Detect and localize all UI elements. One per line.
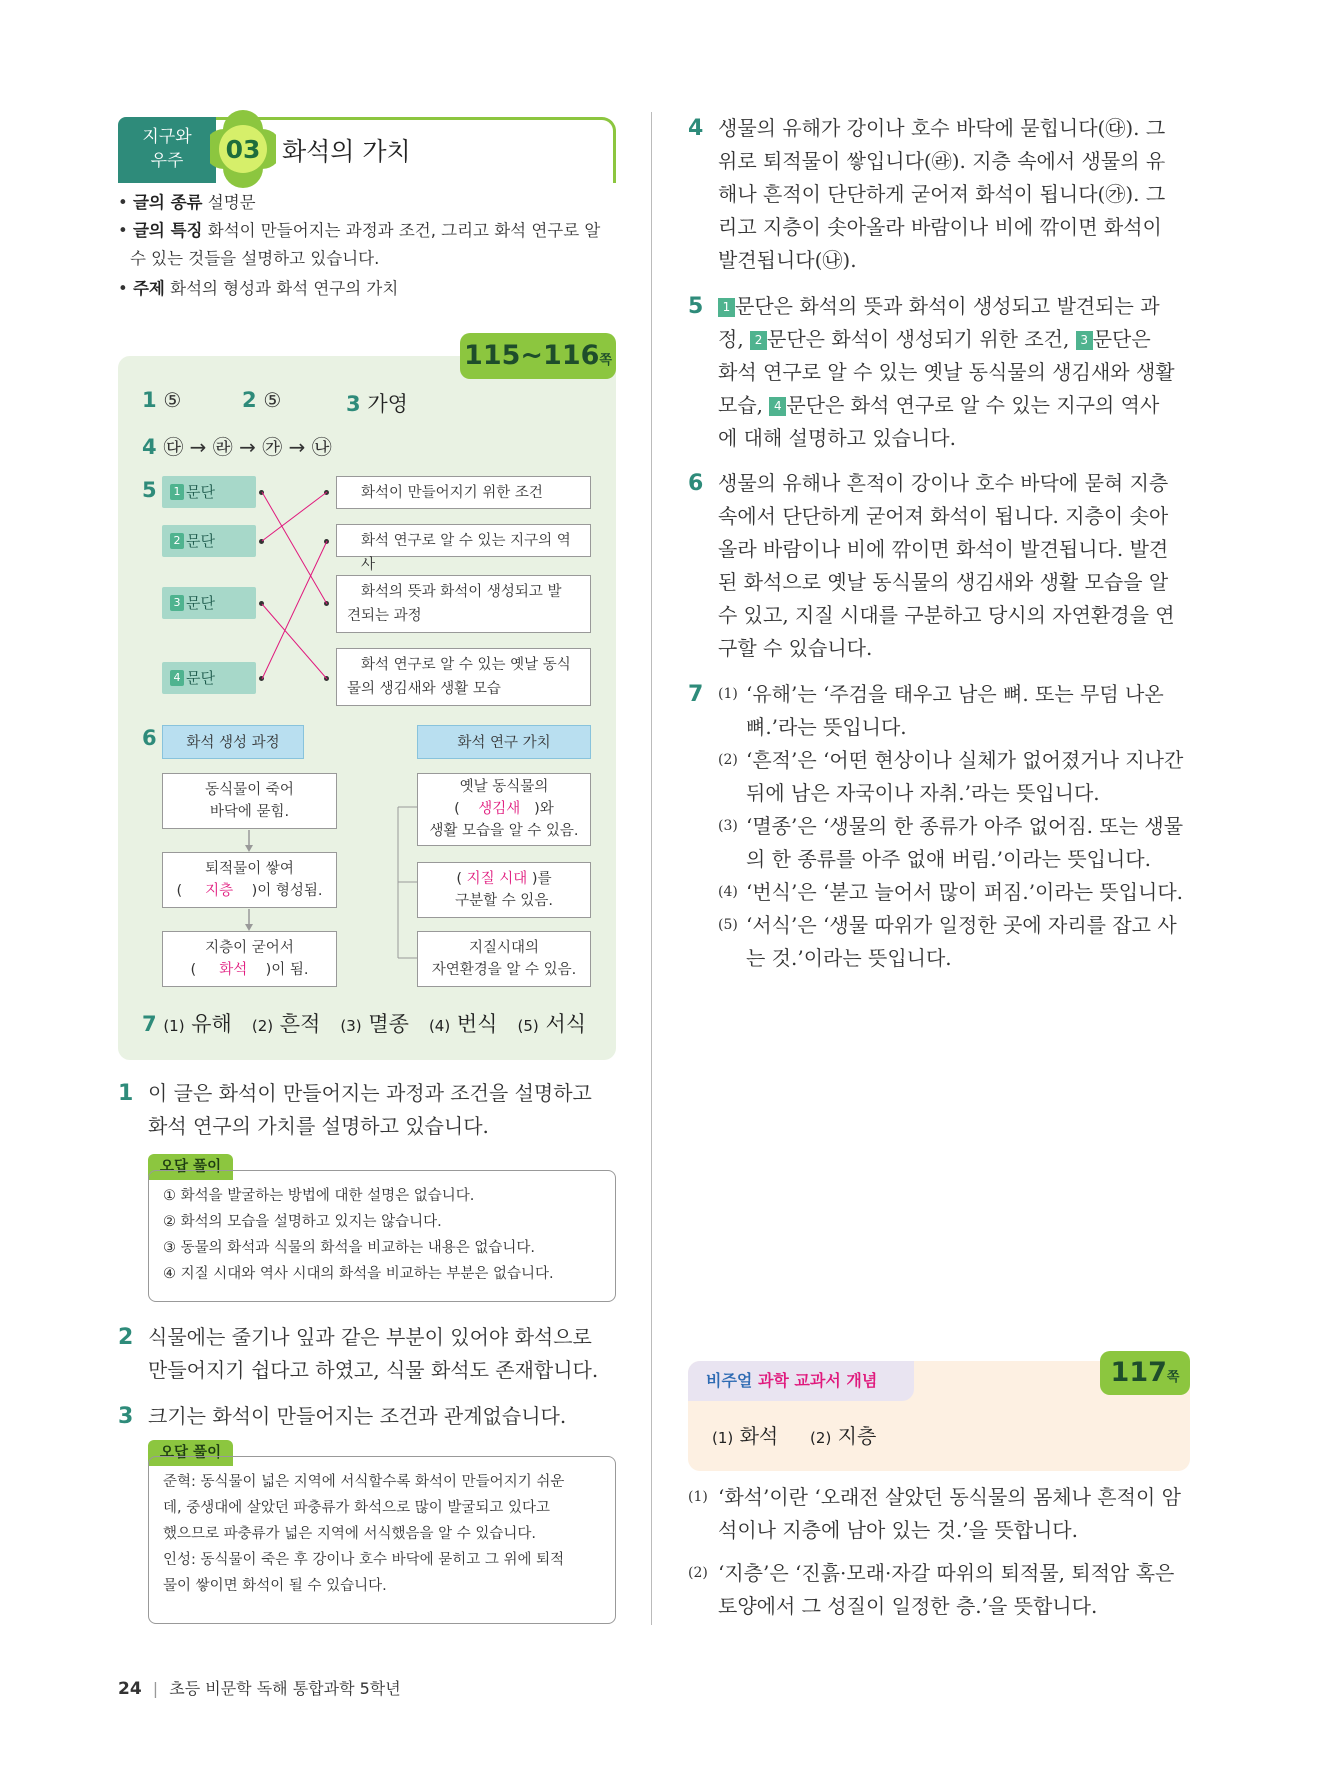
info-theme: • 주제 화석의 형성과 화석 연구의 가치 bbox=[118, 279, 399, 298]
explanation-5 bbox=[688, 290, 1194, 455]
definition-line: 는 것.’이라는 뜻입니다. bbox=[746, 946, 952, 970]
wrong-answer-line: 물이 쌓이면 화석이 될 수 있습니다. bbox=[163, 1578, 387, 1594]
visual-page-tag bbox=[1100, 1351, 1190, 1395]
sub-number: (1) bbox=[712, 1429, 734, 1447]
answer-blank: 지층 bbox=[205, 883, 234, 899]
explanation-number: 7 bbox=[688, 682, 704, 707]
step-line: )이 형성됨. bbox=[251, 883, 323, 899]
explanation-4 bbox=[688, 112, 1194, 277]
process-step-2 bbox=[162, 852, 337, 908]
page-unit: 쪽 bbox=[599, 353, 612, 368]
definition-line: 석이나 지층에 남아 있는 것.’을 뜻합니다. bbox=[718, 1518, 1078, 1542]
answer-blank: 지질 시대 bbox=[466, 871, 528, 887]
wrong-answer-line: 인성: 동식물이 죽은 후 강이나 호수 바닥에 묻히고 그 위에 퇴적 bbox=[163, 1552, 565, 1568]
explanation-number: 6 bbox=[688, 471, 704, 496]
explanation-6 bbox=[688, 467, 1194, 665]
wrong-answer-line: ② 화석의 모습을 설명하고 있지는 않습니다. bbox=[163, 1214, 442, 1230]
target-line: 견되는 과정 bbox=[347, 608, 422, 624]
q-number: 4 bbox=[142, 435, 157, 459]
value-line: 생활 모습을 알 수 있음. bbox=[429, 823, 579, 839]
sub-number: (5) bbox=[517, 1017, 539, 1035]
sub-number: (2) bbox=[251, 1017, 274, 1035]
definition-line: ‘번식’은 ‘붇고 늘어서 많이 퍼짐.’이라는 뜻입니다. bbox=[746, 880, 1184, 904]
paren: ( bbox=[454, 801, 460, 817]
match-target-2: 화석 연구로 알 수 있는 지구의 역사 bbox=[336, 524, 591, 557]
process-step-3 bbox=[162, 931, 337, 987]
explanation-line: 리고 지층이 솟아올라 바람이나 비에 깎이면 화석이 bbox=[718, 215, 1162, 239]
value-box-2 bbox=[417, 862, 591, 918]
match-target-4 bbox=[336, 648, 591, 706]
explanation-2 bbox=[118, 1321, 618, 1387]
flow-header-value: 화석 연구 가치 bbox=[417, 725, 591, 759]
sub-number: (4) bbox=[428, 1017, 451, 1035]
explanation-line: 문단은 화석의 뜻과 화석이 생성되고 발견되는 과 bbox=[735, 294, 1160, 318]
sub-number: (2) bbox=[810, 1429, 832, 1447]
definition-line: ‘서식’은 ‘생물 따위가 일정한 곳에 자리를 잡고 사 bbox=[746, 913, 1177, 937]
definition-line: 뼈.’라는 뜻입니다. bbox=[746, 715, 907, 739]
answer-value: ㉰ → ㉱ → ㉮ → ㉯ bbox=[163, 435, 332, 459]
value-line: )를 bbox=[531, 871, 552, 887]
page-unit: 쪽 bbox=[1166, 1370, 1180, 1385]
paren: ( bbox=[176, 883, 183, 899]
answer-q7 bbox=[142, 1008, 586, 1038]
explanation-line: 만들어지기 쉽다고 하였고, 식물 화석도 존재합니다. bbox=[148, 1358, 599, 1382]
visual-explanation-1 bbox=[688, 1481, 1194, 1547]
value-box-1 bbox=[417, 773, 591, 846]
q-number: 7 bbox=[142, 1012, 157, 1036]
answer-blank: 화석 bbox=[219, 962, 248, 978]
paragraph-badge: 2 bbox=[750, 331, 767, 350]
target-line: 물의 생김새와 생활 모습 bbox=[347, 681, 501, 697]
value-line: 구분할 수 있음. bbox=[455, 893, 553, 909]
paragraph-chip-4 bbox=[162, 662, 256, 694]
definition-line: ‘흔적’은 ‘어떤 현상이나 실체가 없어졌거나 지나간 bbox=[746, 748, 1184, 772]
explanation-line: 화석 연구로 알 수 있는 옛날 동식물의 생김새와 생활 bbox=[718, 360, 1175, 384]
step-line: )이 됨. bbox=[265, 962, 309, 978]
definition-line: ‘화석’이란 ‘오래전 살았던 동식물의 몸체나 흔적이 암 bbox=[718, 1485, 1181, 1509]
unit-line-2: 우주 bbox=[150, 151, 184, 171]
match-dot bbox=[324, 676, 329, 681]
chip-label: 문단 bbox=[186, 594, 215, 612]
chip-label: 문단 bbox=[186, 532, 215, 550]
answer-q4 bbox=[142, 431, 332, 460]
explanation-number: 3 bbox=[118, 1404, 134, 1429]
explanation-line: 구할 수 있습니다. bbox=[718, 636, 873, 660]
answer-value: ⑤ bbox=[263, 388, 282, 412]
wrong-answer-line: 했으므로 파충류가 넓은 지역에 서식했음을 알 수 있습니다. bbox=[163, 1526, 537, 1542]
q-number: 6 bbox=[142, 726, 157, 750]
explanation-3 bbox=[118, 1400, 618, 1433]
lesson-number: 03 bbox=[225, 135, 261, 164]
match-dot bbox=[324, 490, 329, 495]
sub-number: (2) bbox=[718, 752, 738, 768]
explanation-line: 생물의 유해가 강이나 호수 바닥에 묻힙니다(㉰). 그 bbox=[718, 116, 1166, 140]
info-label: 글의 종류 bbox=[132, 193, 203, 212]
chip-number: 1 bbox=[170, 484, 184, 500]
info-text: 화석이 만들어지는 과정과 조건, 그리고 화석 연구로 알 bbox=[207, 221, 601, 240]
q-number: 2 bbox=[242, 388, 257, 412]
info-text: 설명문 bbox=[207, 193, 256, 212]
match-target-3 bbox=[336, 575, 591, 633]
sub-number: (1) bbox=[718, 686, 738, 702]
explanation-line: 속에서 단단하게 굳어져 화석이 됩니다. 지층이 솟아 bbox=[718, 504, 1169, 528]
explanation-line: 해나 흔적이 단단하게 굳어져 화석이 됩니다(㉮). 그 bbox=[718, 182, 1166, 206]
value-line: 옛날 동식물의 bbox=[459, 779, 549, 795]
visual-concept-header bbox=[688, 1361, 914, 1401]
answer-q2 bbox=[242, 388, 281, 412]
paren: ( bbox=[190, 962, 197, 978]
explanation-line: 된 화석으로 옛날 동식물의 생김새와 생활 모습을 알 bbox=[718, 570, 1169, 594]
explanation-number: 5 bbox=[688, 294, 704, 319]
sub-number: (1) bbox=[688, 1489, 708, 1505]
explanation-line: 모습, bbox=[718, 393, 763, 417]
paragraph-chip-2 bbox=[162, 525, 256, 557]
lesson-number-badge bbox=[210, 108, 276, 190]
paragraph-badge: 1 bbox=[718, 298, 735, 317]
paragraph-chip-1 bbox=[162, 476, 256, 508]
chip-number: 4 bbox=[170, 670, 184, 686]
explanation-line: 생물의 유해나 흔적이 강이나 호수 바닥에 묻혀 지층 bbox=[718, 471, 1169, 495]
q-number: 1 bbox=[142, 388, 157, 412]
page-footer bbox=[118, 1676, 401, 1699]
target-line: 화석의 뜻과 화석이 생성되고 발 bbox=[361, 584, 562, 600]
process-step-1 bbox=[162, 773, 337, 829]
step-line: 바닥에 묻힘. bbox=[209, 804, 290, 820]
explanation-line: 이 글은 화석이 만들어지는 과정과 조건을 설명하고 bbox=[148, 1081, 592, 1105]
sub-number: (3) bbox=[718, 818, 738, 834]
wrong-answer-line: ③ 동물의 화석과 식물의 화석을 비교하는 내용은 없습니다. bbox=[163, 1240, 536, 1256]
explanation-7 bbox=[688, 678, 1194, 975]
explanation-number: 1 bbox=[118, 1081, 134, 1106]
explanation-line: 에 대해 설명하고 있습니다. bbox=[718, 426, 956, 450]
definition-1 bbox=[718, 678, 1194, 744]
answer-q1 bbox=[142, 388, 181, 412]
footer-separator: | bbox=[152, 1679, 159, 1698]
page-range: 115~116 bbox=[464, 340, 600, 371]
answer-value: 가영 bbox=[367, 392, 408, 416]
chip-number: 3 bbox=[170, 595, 184, 611]
page-number: 117 bbox=[1110, 1357, 1167, 1388]
answer-value: 번식 bbox=[456, 1012, 498, 1036]
chip-label: 문단 bbox=[186, 483, 215, 501]
explanation-number: 2 bbox=[118, 1325, 134, 1350]
unit-label bbox=[118, 117, 216, 183]
step-line: 동식물이 죽어 bbox=[205, 782, 294, 798]
explanation-line: 문단은 화석 연구로 알 수 있는 지구의 역사 bbox=[786, 393, 1160, 417]
definition-4 bbox=[718, 876, 1194, 909]
explanation-line: 위로 퇴적물이 쌓입니다(㉱). 지층 속에서 생물의 유 bbox=[718, 149, 1166, 173]
definition-line: ‘멸종’은 ‘생물의 한 종류가 아주 없어짐. 또는 생물 bbox=[746, 814, 1184, 838]
wrong-answer-box-1 bbox=[148, 1170, 616, 1302]
answer-value: 지층 bbox=[837, 1424, 877, 1448]
q-number: 5 bbox=[142, 478, 157, 502]
chip-label: 문단 bbox=[186, 669, 215, 687]
explanation-line: 문단은 bbox=[1092, 327, 1151, 351]
answer-q3 bbox=[346, 388, 408, 418]
explanation-line: 수 있고, 지질 시대를 구분하고 당시의 자연환경을 연 bbox=[718, 603, 1175, 627]
wrong-answer-line: 준혁: 동식물이 넓은 지역에 서식할수록 화석이 만들어지기 쉬운 bbox=[163, 1474, 565, 1490]
wrong-answer-line: 데, 중생대에 살았던 파충류가 화석으로 많이 발굴되고 있다고 bbox=[163, 1500, 551, 1516]
match-target-1: 화석이 만들어지기 위한 조건 bbox=[336, 476, 591, 509]
wrong-answer-line: ① 화석을 발굴하는 방법에 대한 설명은 없습니다. bbox=[163, 1188, 475, 1204]
explanation-line: 크기는 화석이 만들어지는 조건과 관계없습니다. bbox=[148, 1404, 567, 1428]
definition-line: 뒤에 남은 자국이나 자취.’라는 뜻입니다. bbox=[746, 781, 1100, 805]
match-dot bbox=[259, 539, 264, 544]
definition-2 bbox=[718, 744, 1194, 810]
explanation-number: 4 bbox=[688, 116, 704, 141]
visual-explanation-2 bbox=[688, 1557, 1194, 1623]
explanation-1 bbox=[118, 1077, 618, 1143]
explanation-line: 문단은 화석이 생성되기 위한 조건, bbox=[767, 327, 1070, 351]
sub-number: (1) bbox=[163, 1017, 185, 1035]
page-title: 화석의 가치 bbox=[282, 137, 411, 166]
definition-line: 토양에서 그 성질이 일정한 층.’을 뜻합니다. bbox=[718, 1594, 1098, 1618]
sub-number: (3) bbox=[340, 1017, 362, 1035]
answer-value: 멸종 bbox=[368, 1012, 409, 1036]
sub-number: (4) bbox=[718, 884, 738, 900]
sub-number: (5) bbox=[718, 917, 738, 933]
page-range-tag bbox=[460, 333, 616, 379]
column-divider bbox=[651, 112, 652, 1625]
match-dot bbox=[324, 601, 329, 606]
answer-blank: 생김새 bbox=[478, 801, 521, 817]
chip-number: 2 bbox=[170, 533, 184, 549]
unit-line-1: 지구와 bbox=[142, 127, 192, 147]
explanation-line: 정, bbox=[718, 327, 744, 351]
book-title: 초등 비문학 독해 통합과학 5학년 bbox=[169, 1679, 401, 1698]
match-dot bbox=[259, 490, 264, 495]
paragraph-chip-3 bbox=[162, 587, 256, 619]
match-dot bbox=[259, 676, 264, 681]
info-label: 주제 bbox=[132, 279, 165, 298]
paren: ( bbox=[456, 871, 463, 887]
wrong-answer-box-2 bbox=[148, 1456, 616, 1624]
paragraph-badge: 4 bbox=[769, 397, 786, 416]
definition-line: ‘유해’는 ‘주검을 태우고 남은 뼈. 또는 무덤 나온 bbox=[746, 682, 1164, 706]
info-feature: • 글의 특징 화석이 만들어지는 과정과 조건, 그리고 화석 연구로 알 bbox=[118, 221, 601, 240]
definition-line: ‘지층’은 ‘진흙·모래·자갈 따위의 퇴적물, 퇴적암 혹은 bbox=[718, 1561, 1175, 1585]
answer-value: 서식 bbox=[545, 1012, 587, 1036]
explanation-line: 화석 연구의 가치를 설명하고 있습니다. bbox=[148, 1114, 489, 1138]
answer-value: 유해 bbox=[191, 1012, 232, 1036]
step-line: 지층이 굳어서 bbox=[205, 940, 294, 956]
value-line: )와 bbox=[534, 801, 554, 817]
target-line: 화석 연구로 알 수 있는 옛날 동식 bbox=[361, 657, 571, 673]
value-box-3 bbox=[417, 931, 591, 987]
definition-line: 의 한 종류를 아주 없애 버림.’이라는 뜻입니다. bbox=[746, 847, 1151, 871]
step-line: 퇴적물이 쌓여 bbox=[205, 861, 294, 877]
info-genre: • 글의 종류 설명문 bbox=[118, 193, 256, 212]
q-number: 3 bbox=[346, 392, 361, 416]
answer-value: ⑤ bbox=[163, 388, 182, 412]
answer-value: 화석 bbox=[739, 1424, 779, 1448]
info-feature-cont: 수 있는 것들을 설명하고 있습니다. bbox=[130, 249, 380, 268]
visual-answers bbox=[712, 1420, 876, 1449]
explanation-line: 올라 바람이나 비에 깎이면 화석이 발견됩니다. 발견 bbox=[718, 537, 1169, 561]
definition-5 bbox=[718, 909, 1194, 975]
sub-number: (2) bbox=[688, 1565, 708, 1581]
wrong-answer-tag: 오답 풀이 bbox=[148, 1154, 233, 1180]
answer-value: 흔적 bbox=[279, 1012, 321, 1036]
value-line: 자연환경을 알 수 있음. bbox=[431, 962, 577, 978]
wrong-answer-tag: 오답 풀이 bbox=[148, 1440, 233, 1466]
info-text: 화석의 형성과 화석 연구의 가치 bbox=[170, 279, 399, 298]
paragraph-badge: 3 bbox=[1076, 331, 1093, 350]
match-dot bbox=[259, 601, 264, 606]
header-frame bbox=[216, 117, 616, 183]
info-label: 글의 특징 bbox=[132, 221, 203, 240]
explanation-line: 식물에는 줄기나 잎과 같은 부분이 있어야 화석으로 bbox=[148, 1325, 592, 1349]
header-part: 과학 교과서 개념 bbox=[757, 1371, 878, 1390]
value-line: 지질시대의 bbox=[468, 940, 540, 956]
header-part: 비주얼 bbox=[706, 1371, 753, 1390]
wrong-answer-line: ④ 지질 시대와 역사 시대의 화석을 비교하는 부분은 없습니다. bbox=[163, 1266, 554, 1282]
flow-header-process: 화석 생성 과정 bbox=[162, 725, 304, 759]
page-number: 24 bbox=[118, 1679, 142, 1699]
explanation-line: 발견됩니다(㉯). bbox=[718, 248, 857, 272]
definition-3 bbox=[718, 810, 1194, 876]
match-dot bbox=[324, 539, 329, 544]
